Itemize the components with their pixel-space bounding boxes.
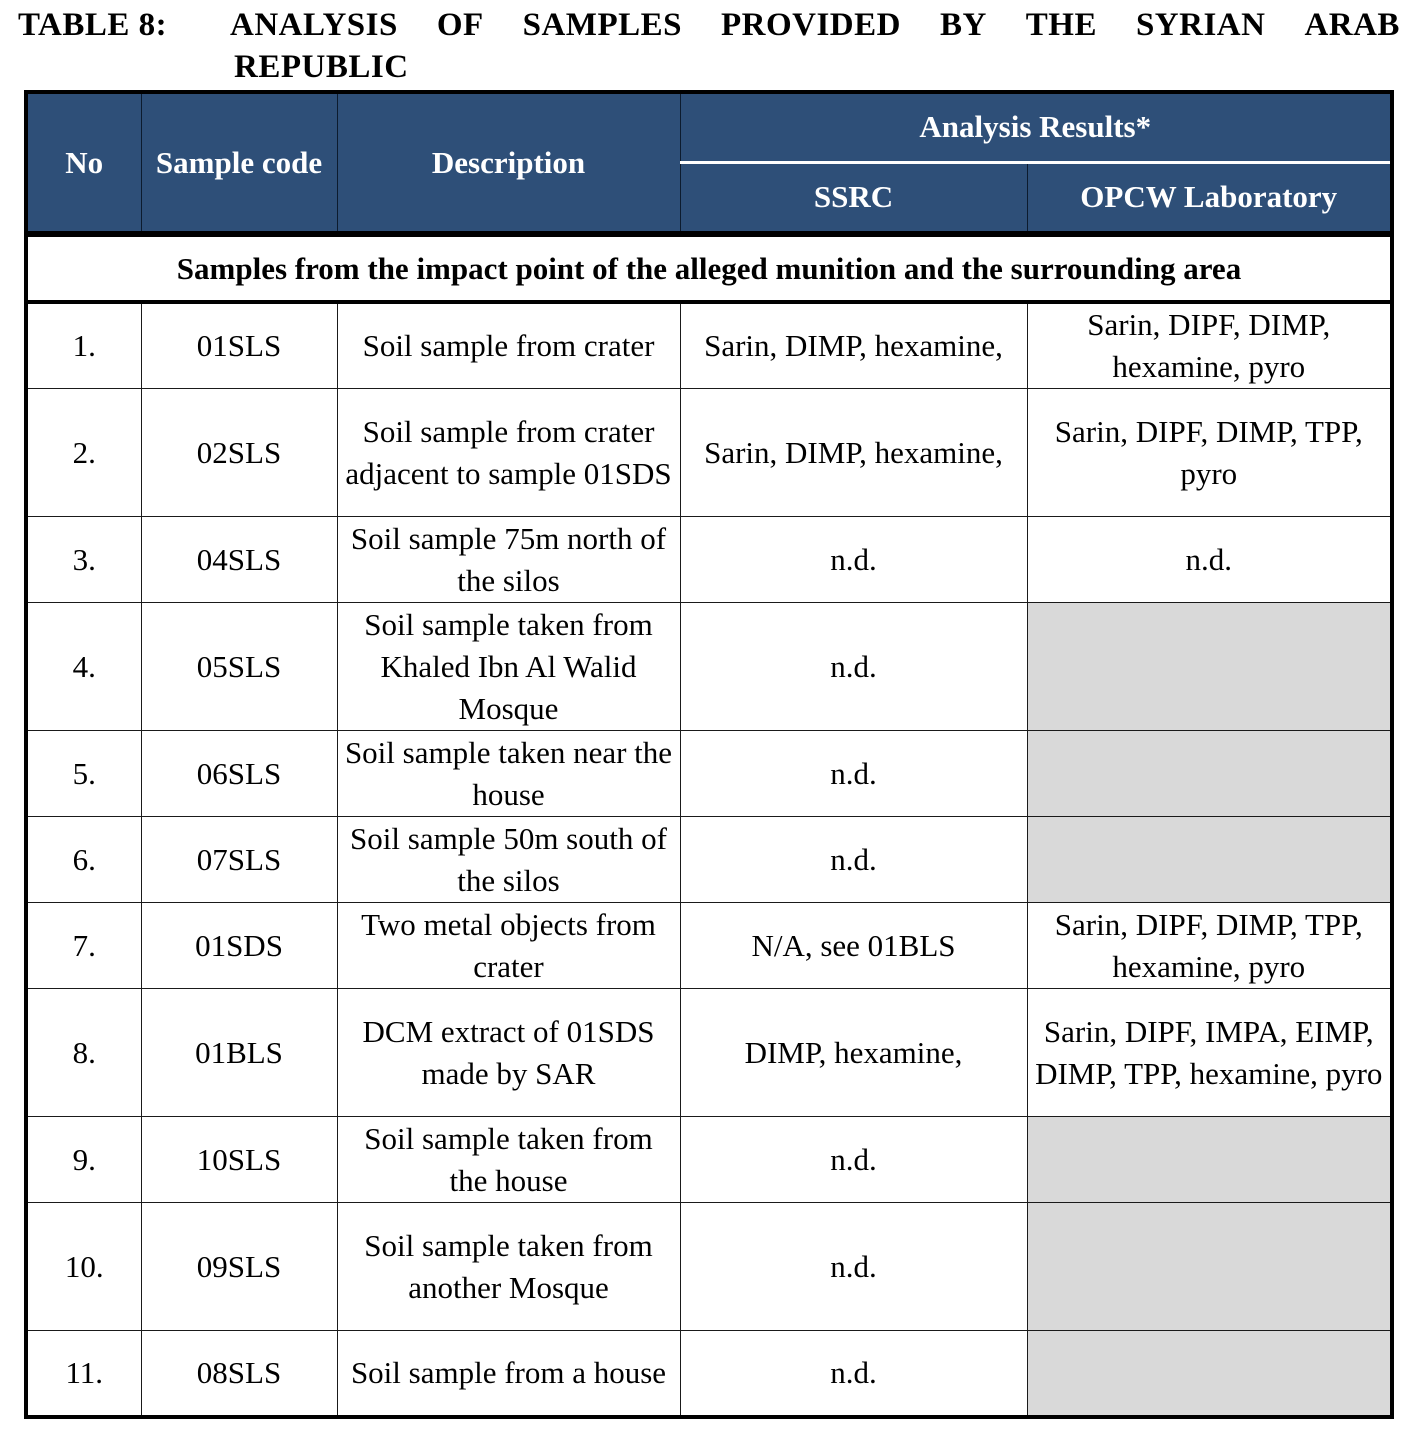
ssrc-result-cell: n.d. [680,603,1027,731]
opcw-result-cell [1027,603,1392,731]
table-row [26,1203,1392,1331]
title-word: PROVIDED [720,7,901,43]
description-cell: DCM extract of 01SDS made by SAR [337,989,680,1117]
description-cell: Soil sample from a house [337,1331,680,1417]
table-row [26,989,1392,1117]
table-row [26,517,1392,603]
title-word: ANALYSIS [230,7,398,43]
title-word: ARAB [1304,7,1400,43]
sample-code-cell: 09SLS [141,1203,337,1331]
row-number-cell: 6. [26,817,141,903]
table-row [26,903,1392,989]
sample-code-cell: 08SLS [141,1331,337,1417]
row-number-cell: 10. [26,1203,141,1331]
description-cell: Soil sample from crater [337,302,680,389]
ssrc-result-cell: n.d. [680,731,1027,817]
description-cell: Soil sample taken from the house [337,1117,680,1203]
description-cell: Soil sample taken from Khaled Ibn Al Walid Mosque [337,603,680,731]
opcw-result-cell: n.d. [1027,517,1392,603]
title-word: OF [436,7,484,43]
ssrc-result-cell: Sarin, DIMP, hexamine, [680,302,1027,389]
opcw-result-cell: Sarin, DIPF, DIMP, hexamine, pyro [1027,302,1392,389]
title-line-2: REPUBLIC [234,49,409,85]
table-number: TABLE 8: [18,7,168,43]
title-word: SAMPLES [522,7,682,43]
row-number-cell: 3. [26,517,141,603]
ssrc-result-cell: DIMP, hexamine, [680,989,1027,1117]
description-cell: Soil sample from crater adjacent to sample 01SDS [337,389,680,517]
row-number-cell: 11. [26,1331,141,1417]
row-number-cell: 9. [26,1117,141,1203]
section-heading: Samples from the impact point of the alleged munition and the surrounding area [26,234,1392,302]
table-row [26,389,1392,517]
sample-code-cell: 06SLS [141,731,337,817]
opcw-result-cell [1027,731,1392,817]
sample-code-cell: 10SLS [141,1117,337,1203]
header-ssrc: SSRC [680,162,1027,234]
samples-table [24,90,1394,1419]
opcw-result-cell [1027,1117,1392,1203]
table-row [26,1331,1392,1417]
ssrc-result-cell: n.d. [680,1117,1027,1203]
table-title [18,4,1400,88]
header-description: Description [337,92,680,234]
sample-code-cell: 01SLS [141,302,337,389]
sample-code-cell: 05SLS [141,603,337,731]
description-cell: Soil sample 75m north of the silos [337,517,680,603]
row-number-cell: 5. [26,731,141,817]
ssrc-result-cell: Sarin, DIMP, hexamine, [680,389,1027,517]
ssrc-result-cell: n.d. [680,1203,1027,1331]
table-row [26,817,1392,903]
description-cell: Two metal objects from crater [337,903,680,989]
opcw-result-cell: Sarin, DIPF, IMPA, EIMP, DIMP, TPP, hexamine, pyro [1027,989,1392,1117]
title-word: BY [939,7,987,43]
sample-code-cell: 04SLS [141,517,337,603]
header-sample-code: Sample code [141,92,337,234]
row-number-cell: 7. [26,903,141,989]
row-number-cell: 1. [26,302,141,389]
opcw-result-cell [1027,1203,1392,1331]
title-word: THE [1025,7,1097,43]
ssrc-result-cell: n.d. [680,817,1027,903]
row-number-cell: 2. [26,389,141,517]
opcw-result-cell [1027,1331,1392,1417]
sample-code-cell: 07SLS [141,817,337,903]
table-row [26,603,1392,731]
sample-code-cell: 01SDS [141,903,337,989]
header-opcw-laboratory: OPCW Laboratory [1027,162,1392,234]
opcw-result-cell: Sarin, DIPF, DIMP, TPP, hexamine, pyro [1027,903,1392,989]
row-number-cell: 8. [26,989,141,1117]
opcw-result-cell [1027,817,1392,903]
description-cell: Soil sample taken from another Mosque [337,1203,680,1331]
opcw-result-cell: Sarin, DIPF, DIMP, TPP, pyro [1027,389,1392,517]
ssrc-result-cell: n.d. [680,1331,1027,1417]
ssrc-result-cell: N/A, see 01BLS [680,903,1027,989]
sample-code-cell: 02SLS [141,389,337,517]
sample-code-cell: 01BLS [141,989,337,1117]
header-analysis-results: Analysis Results* [680,92,1392,162]
description-cell: Soil sample taken near the house [337,731,680,817]
table-row [26,731,1392,817]
table-row [26,1117,1392,1203]
description-cell: Soil sample 50m south of the silos [337,817,680,903]
row-number-cell: 4. [26,603,141,731]
header-no: No [26,92,141,234]
table-row [26,302,1392,389]
ssrc-result-cell: n.d. [680,517,1027,603]
title-word: SYRIAN [1135,7,1266,43]
